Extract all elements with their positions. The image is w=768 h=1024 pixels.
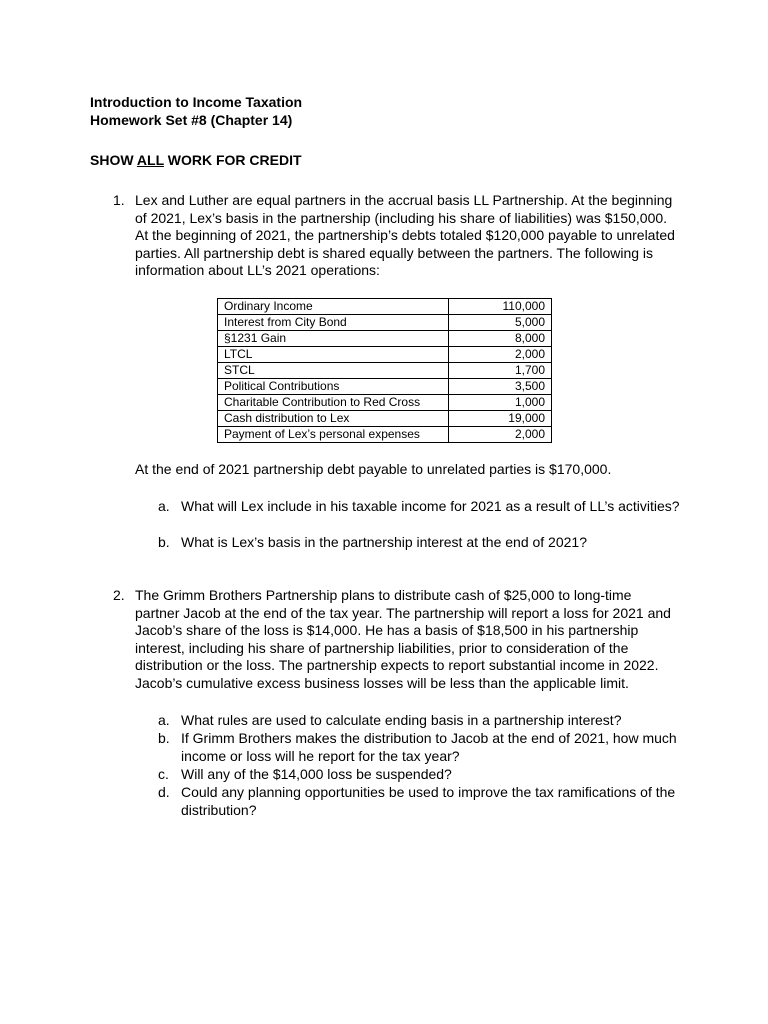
- table-row: [218, 347, 552, 363]
- instruction-after: WORK FOR CREDIT: [163, 152, 302, 168]
- table-row: [218, 395, 552, 411]
- q1-operations-table: [217, 298, 552, 443]
- row-label: LTCL: [218, 347, 449, 363]
- sub-letter: d.: [158, 784, 170, 800]
- row-value: 110,000: [449, 299, 552, 315]
- table-row: [218, 315, 552, 331]
- q1-after-table: At the end of 2021 partnership debt payable to unrelated parties is $170,000.: [135, 461, 612, 477]
- sub-letter: c.: [158, 766, 169, 782]
- table-row: [218, 379, 552, 395]
- sub-letter: b.: [158, 534, 170, 550]
- instruction-underlined: ALL: [136, 152, 164, 168]
- row-label: STCL: [218, 363, 449, 379]
- row-label: §1231 Gain: [218, 331, 449, 347]
- row-value: 2,000: [449, 427, 552, 443]
- sub-letter: a.: [158, 712, 170, 728]
- homework-title: Homework Set #8 (Chapter 14): [90, 112, 293, 128]
- table-row: [218, 299, 552, 315]
- row-label: Cash distribution to Lex: [218, 411, 449, 427]
- sub-text: What will Lex include in his taxable income for 2021 as a result of LL’s activities?: [181, 498, 680, 514]
- course-title: Introduction to Income Taxation: [90, 94, 303, 110]
- sub-text: Could any planning opportunities be used to improve the tax ramifications of the distribution?: [181, 784, 676, 818]
- row-value: 19,000: [449, 411, 552, 427]
- row-value: 3,500: [449, 379, 552, 395]
- row-label: Payment of Lex’s personal expenses: [218, 427, 449, 443]
- sub-text: What rules are used to calculate ending basis in a partnership interest?: [181, 712, 622, 728]
- instruction-before: SHOW: [90, 152, 137, 168]
- row-label: Charitable Contribution to Red Cross: [218, 395, 449, 411]
- q2-number: 2.: [113, 587, 125, 603]
- row-label: Political Contributions: [218, 379, 449, 395]
- row-value: 8,000: [449, 331, 552, 347]
- sub-letter: b.: [158, 730, 170, 746]
- row-value: 1,700: [449, 363, 552, 379]
- table-row: [218, 427, 552, 443]
- table-row: [218, 411, 552, 427]
- q2-text: The Grimm Brothers Partnership plans to distribute cash of $25,000 to long-time partner Jacob at the end of the tax year. The partnership will report a loss for 2021 and Jacob’s share of the loss is $14,000. He has a basis of $18,500 in his partnership interest, including his share of partnership liabilities, prior to consideration of the distribution or the loss. The partnership expects to report substantial income in 2022. Jacob’s cumulative excess business losses will be less than the applicable limit.: [135, 587, 671, 691]
- row-label: Interest from City Bond: [218, 315, 449, 331]
- row-value: 5,000: [449, 315, 552, 331]
- row-value: 1,000: [449, 395, 552, 411]
- instruction-line: [90, 152, 302, 169]
- q1-text: Lex and Luther are equal partners in the accrual basis LL Partnership. At the beginning of 2021, Lex’s basis in the partnership (including his share of liabilities) was $150,000. At the beginning of 2021, the partnership’s debts totaled $120,000 payable to unrelated parties. All partnership debt is shared equally between the partners. The following is information about LL’s 2021 operations:: [135, 192, 675, 279]
- table-row: [218, 363, 552, 379]
- table-row: [218, 331, 552, 347]
- row-value: 2,000: [449, 347, 552, 363]
- sub-text: If Grimm Brothers makes the distribution to Jacob at the end of 2021, how much income or loss will he report for the tax year?: [181, 730, 677, 764]
- sub-text: Will any of the $14,000 loss be suspended?: [181, 766, 452, 782]
- sub-letter: a.: [158, 498, 170, 514]
- q1-number: 1.: [113, 192, 125, 208]
- row-label: Ordinary Income: [218, 299, 449, 315]
- sub-text: What is Lex’s basis in the partnership interest at the end of 2021?: [181, 534, 587, 550]
